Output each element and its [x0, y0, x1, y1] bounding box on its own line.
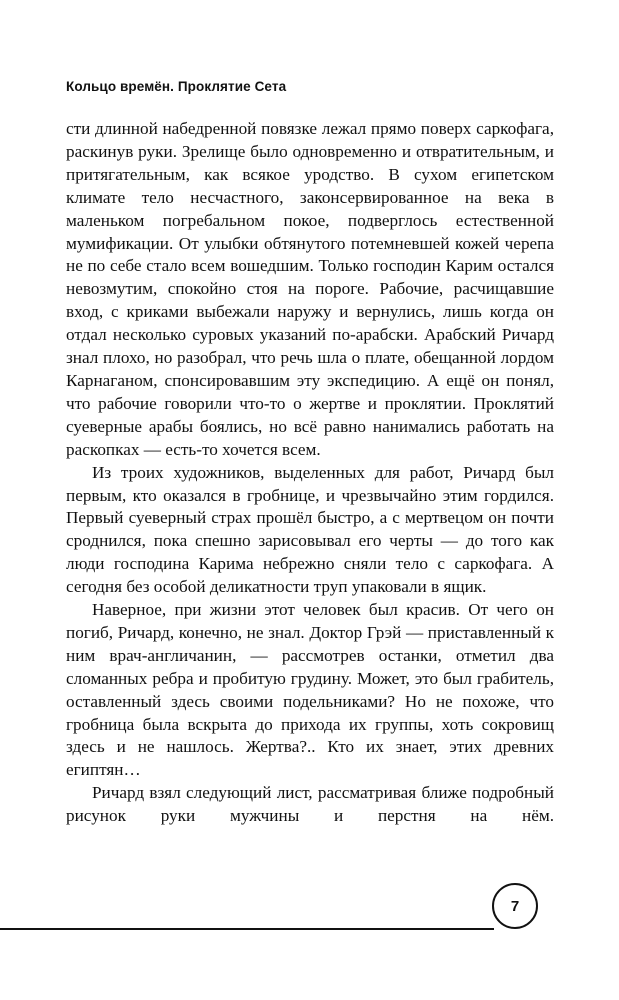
paragraph-1: сти длинной набедренной повязке лежал прямо поверх саркофага, раскинув руки. Зрелище было одновременно и отвратительным, и притягательным, как всякое уродство. В сухом египетском климате тело несчастного, законсервированное на века в маленьком погребальном покое, подверглось естественной мумификации. От улыбки обтянутого потемневшей кожей черепа не по себе стало всем вошедшим. Только господин Карим остался невозмутим, спокойно стоя на пороге. Рабочие, расчищавшие вход, с криками выбежали наружу и вернулись, лишь когда он отдал несколько суровых указаний по-арабски. Арабский Ричард знал плохо, но разобрал, что речь шла о плате, обещанной лордом Карнаганом, спонсировавшим эту экспедицию. А ещё он понял, что рабочие говорили что-то о жертве и проклятии. Проклятий суеверные арабы боялись, но всё равно нанимались работать на раскопках — есть-то хочется всем. [66, 119, 554, 459]
paragraph-2: Из троих художников, выделенных для работ, Ричард был первым, кто оказался в гробнице, и чрезвычайно этим гордился. Первый суеверный страх прошёл быстро, а с мертвецом он почти сроднился, пока спешно зарисовывал его черты — до того как люди господина Карима небрежно сняли тело с саркофага. А сегодня без особой деликатности труп упаковали в ящик. [66, 462, 554, 597]
running-header-title: Кольцо времён. Проклятие Сета [66, 79, 287, 94]
paragraph-4: Ричард взял следующий лист, рассматривая ближе подробный рисунок руки мужчины и перстня на нём. [66, 783, 554, 826]
footer-rule [0, 928, 494, 930]
body-text [66, 118, 554, 828]
paragraph-3: Наверное, при жизни этот человек был красив. От чего он погиб, Ричард, конечно, не знал. Доктор Грэй — приставленный к ним врач-англичанин, — рассмотрев останки, отметил два сломанных ребра и пробитую грудину. Может, это был грабитель, оставленный здесь своими подельниками? Но не похоже, что гробница была вскрыта до прихода их группы, хоть сокровищ здесь и не нашлось. Жертва?.. Кто их знает, этих древних египтян… [66, 600, 554, 780]
page-number: 7 [492, 883, 538, 929]
